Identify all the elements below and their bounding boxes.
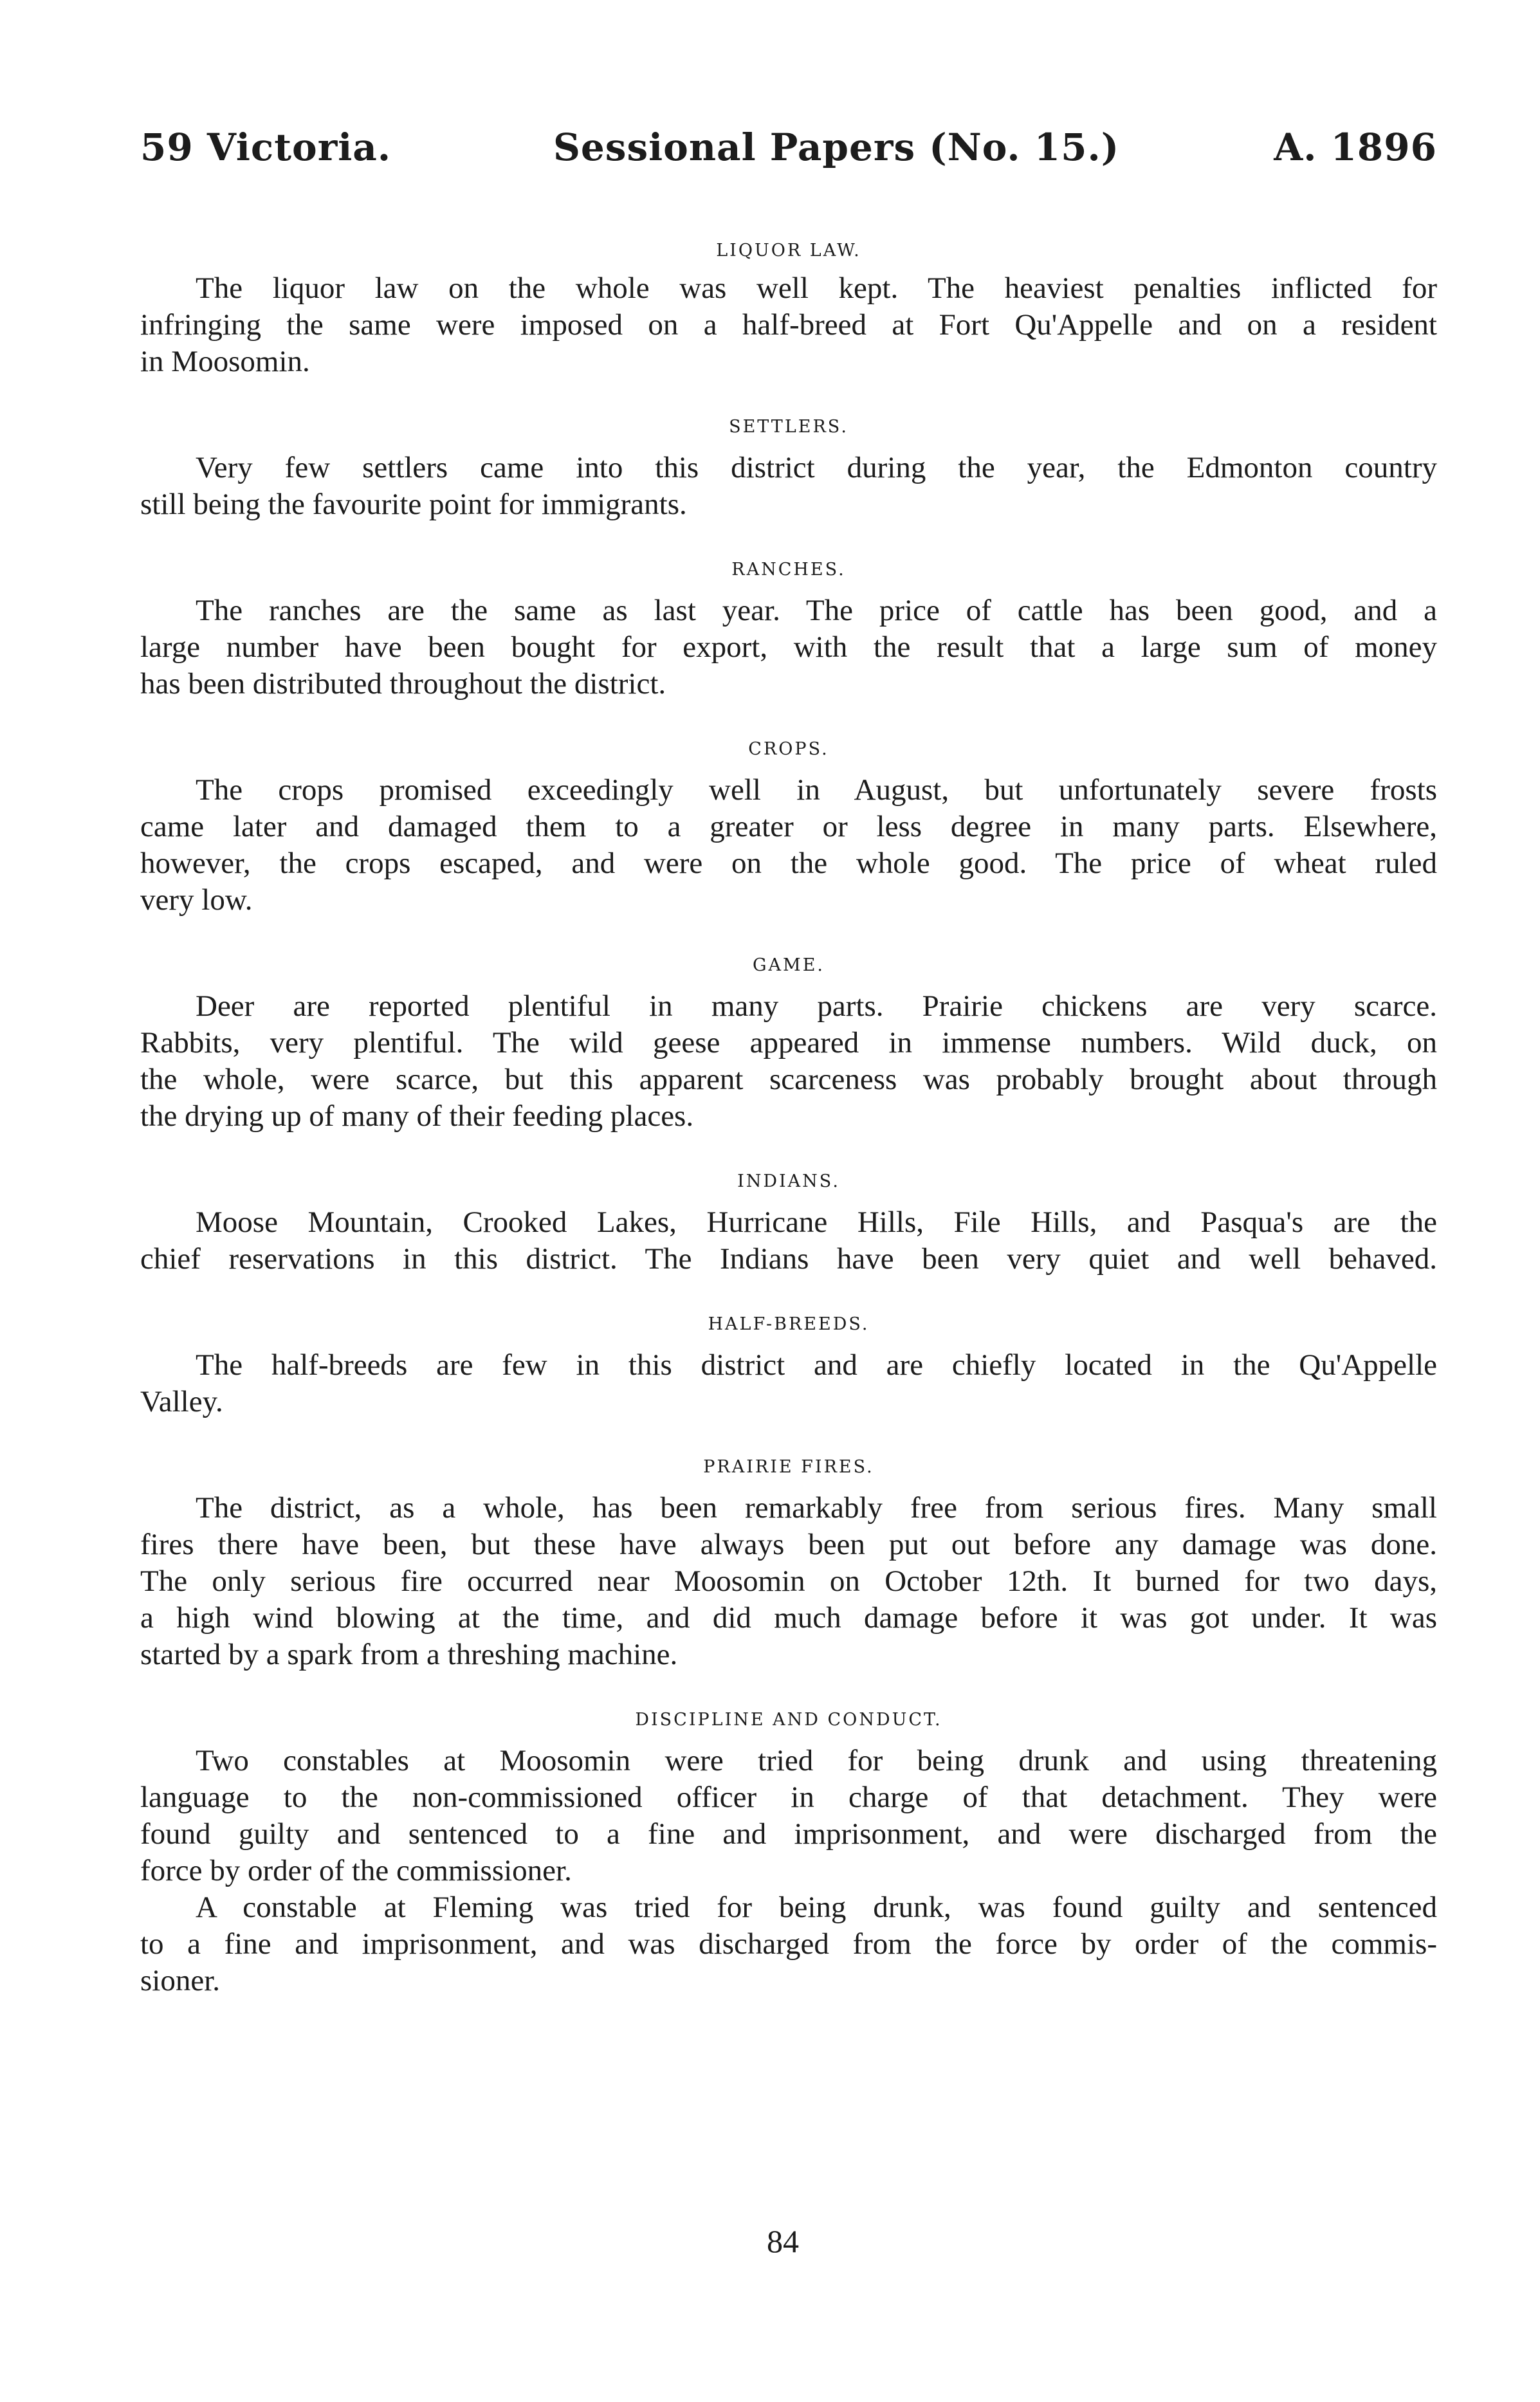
- paragraph-indians: [140, 1204, 1437, 1278]
- section-heading-discipline: DISCIPLINE AND CONDUCT.: [635, 1710, 942, 1730]
- section-heading-crops: CROPS.: [748, 739, 829, 759]
- paragraph-settlers: [140, 450, 1437, 523]
- paragraph-ranches: [140, 592, 1437, 702]
- text-line: Deer are reported plentiful in many parts. Prairie chickens are very scarce.: [196, 989, 1437, 1023]
- text-line: the whole, were scarce, but this apparent scarceness was probably brought about through: [140, 1063, 1437, 1096]
- paragraph-discipline-2: [140, 1889, 1437, 1999]
- header-year: A. 1896: [1274, 125, 1437, 169]
- section-heading-prairie-fires: PRAIRIE FIRES.: [703, 1457, 874, 1477]
- text-line: in Moosomin.: [140, 345, 310, 378]
- body-text: [140, 232, 1437, 1999]
- section-heading-liquor-law: LIQUOR LAW.: [716, 241, 861, 261]
- paragraph-crops: [140, 772, 1437, 919]
- paragraph-liquor-law: [140, 270, 1437, 380]
- paragraph-game: [140, 988, 1437, 1135]
- text-line: The district, as a whole, has been remarkably free from serious fires. Many small: [196, 1491, 1437, 1525]
- section-heading-game: GAME.: [752, 955, 825, 975]
- paragraph-prairie-fires: [140, 1490, 1437, 1673]
- text-line: a high wind blowing at the time, and did much damage before it was got under. It was: [140, 1601, 1437, 1635]
- text-line: large number have been bought for export, with the result that a large sum of money: [140, 630, 1437, 664]
- header-title: Sessional Papers (No. 15.): [553, 125, 1120, 169]
- text-line: came later and damaged them to a greater or less degree in many parts. Elsewhere,: [140, 810, 1437, 843]
- text-line: Moose Mountain, Crooked Lakes, Hurricane Hills, File Hills, and Pasqua's are the: [196, 1206, 1437, 1239]
- text-line: The only serious fire occurred near Moosomin on October 12th. It burned for two days,: [140, 1564, 1437, 1598]
- page-number: 84: [767, 2223, 799, 2259]
- section-heading-ranches: RANCHES.: [731, 560, 846, 580]
- text-line: The ranches are the same as last year. The price of cattle has been good, and a: [196, 594, 1437, 627]
- section-heading-indians: INDIANS.: [737, 1171, 840, 1191]
- text-line: started by a spark from a threshing machine.: [140, 1638, 678, 1671]
- paragraph-half-breeds: [140, 1347, 1437, 1420]
- running-header: [140, 125, 1437, 183]
- section-heading-settlers: SETTLERS.: [729, 417, 848, 437]
- text-line: The liquor law on the whole was well kept. The heaviest penalties inflicted for: [196, 271, 1437, 305]
- text-line: A constable at Fleming was tried for being drunk, was found guilty and sentenced: [196, 1891, 1437, 1924]
- text-line: Rabbits, very plentiful. The wild geese appeared in immense numbers. Wild duck, on: [140, 1026, 1437, 1059]
- text-line: force by order of the commissioner.: [140, 1854, 572, 1887]
- header-regnal-year: 59 Victoria.: [140, 125, 392, 169]
- text-line: however, the crops escaped, and were on the whole good. The price of wheat ruled: [140, 847, 1437, 880]
- text-line: Two constables at Moosomin were tried for being drunk and using threatening: [196, 1744, 1437, 1777]
- section-heading-half-breeds: HALF-BREEDS.: [708, 1314, 870, 1334]
- paragraph-discipline-1: [140, 1743, 1437, 1889]
- text-line: has been distributed throughout the district.: [140, 667, 666, 701]
- text-line: The half-breeds are few in this district and are chiefly located in the Qu'Appelle: [196, 1348, 1437, 1382]
- text-line: very low.: [140, 883, 253, 917]
- text-line: to a fine and imprisonment, and was discharged from the force by order of the commis-: [140, 1927, 1437, 1961]
- text-line: Valley.: [140, 1385, 223, 1418]
- text-line: infringing the same were imposed on a half-breed at Fort Qu'Appelle and on a resident: [140, 308, 1437, 342]
- text-line: still being the favourite point for immigrants.: [140, 488, 687, 521]
- text-line: sioner.: [140, 1964, 221, 1997]
- text-line: chief reservations in this district. The Indians have been very quiet and well behaved.: [140, 1242, 1437, 1276]
- text-line: language to the non-commissioned officer in charge of that detachment. They were: [140, 1781, 1437, 1814]
- text-line: fires there have been, but these have always been put out before any damage was done.: [140, 1528, 1437, 1561]
- text-line: Very few settlers came into this district during the year, the Edmonton country: [196, 451, 1437, 484]
- text-line: The crops promised exceedingly well in August, but unfortunately severe frosts: [196, 773, 1437, 807]
- text-line: found guilty and sentenced to a fine and imprisonment, and were discharged from the: [140, 1817, 1437, 1851]
- text-line: the drying up of many of their feeding places.: [140, 1099, 694, 1133]
